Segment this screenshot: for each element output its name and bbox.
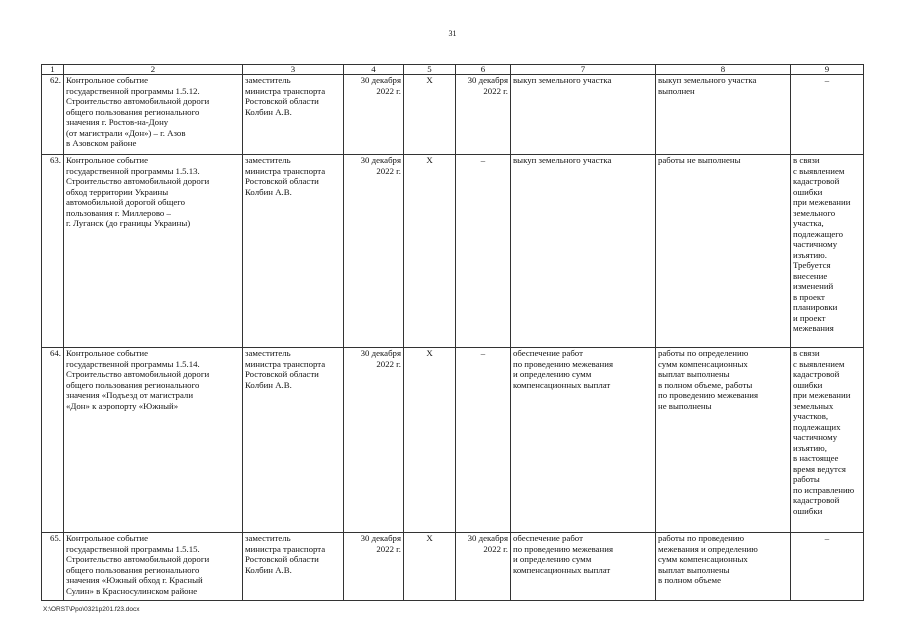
- row-number: 63.: [42, 155, 64, 348]
- col5-mark: X: [404, 533, 456, 601]
- plan-date: 30 декабря 2022 г.: [344, 155, 404, 348]
- fact-date: –: [456, 155, 511, 348]
- planned-result: выкуп земельного участка: [511, 155, 656, 348]
- event-description: Контрольное событие государственной программы 1.5.12. Строительство автомобильной дороги общего пользования регионального значения г. Ростов-на-Дону (от магистрали «Дон») – г. Азов в Азовском районе: [64, 75, 243, 155]
- plan-date: 30 декабря 2022 г.: [344, 348, 404, 533]
- reason-note: в связи с выявлением кадастровой ошибки при межевании земельных участков, подлежащих частичному изъятию, в настоящее время ведутся работы по исправлению кадастровой ошибки: [791, 348, 864, 533]
- header-cell: 9: [791, 65, 864, 75]
- responsible-person: заместитель министра транспорта Ростовской области Колбин А.В.: [243, 155, 344, 348]
- header-cell: 5: [404, 65, 456, 75]
- row-number: 62.: [42, 75, 64, 155]
- fact-date: –: [456, 348, 511, 533]
- fact-date: 30 декабря 2022 г.: [456, 533, 511, 601]
- plan-date: 30 декабря 2022 г.: [344, 533, 404, 601]
- actual-result: работы не выполнены: [656, 155, 791, 348]
- fact-date: 30 декабря 2022 г.: [456, 75, 511, 155]
- reason-note: в связи с выявлением кадастровой ошибки при межевании земельного участка, подлежащего частичному изъятию. Требуется внесение изменений в проект планировки и проект межевания: [791, 155, 864, 348]
- reason-note: –: [791, 533, 864, 601]
- planned-result: обеспечение работ по проведению межевания и определению сумм компенсационных выплат: [511, 348, 656, 533]
- actual-result: выкуп земельного участка выполнен: [656, 75, 791, 155]
- planned-result: выкуп земельного участка: [511, 75, 656, 155]
- reason-note: –: [791, 75, 864, 155]
- header-cell: 4: [344, 65, 404, 75]
- header-cell: 3: [243, 65, 344, 75]
- table-row: [42, 75, 864, 155]
- plan-date: 30 декабря 2022 г.: [344, 75, 404, 155]
- col5-mark: X: [404, 155, 456, 348]
- header-cell: 6: [456, 65, 511, 75]
- file-path-footer: X:\ORST\Ppo\0321p201.f23.docx: [43, 606, 140, 613]
- header-cell: 2: [64, 65, 243, 75]
- actual-result: работы по определению сумм компенсационных выплат выполнены в полном объеме, работы по проведению межевания не выполнены: [656, 348, 791, 533]
- table-row: [42, 155, 864, 348]
- event-description: Контрольное событие государственной программы 1.5.15. Строительство автомобильной дороги общего пользования регионального значения «Южный обход г. Красный Сулин» в Красносулинском районе: [64, 533, 243, 601]
- col5-mark: X: [404, 348, 456, 533]
- event-description: Контрольное событие государственной программы 1.5.14. Строительство автомобильной дороги общего пользования регионального значения «Подъезд от магистрали «Дон» к аэропорту «Южный»: [64, 348, 243, 533]
- responsible-person: заместитель министра транспорта Ростовской области Колбин А.В.: [243, 75, 344, 155]
- header-cell: 1: [42, 65, 64, 75]
- table-row: [42, 533, 864, 601]
- row-number: 65.: [42, 533, 64, 601]
- header-cell: 8: [656, 65, 791, 75]
- row-number: 64.: [42, 348, 64, 533]
- planned-result: обеспечение работ по проведению межевания и определению сумм компенсационных выплат: [511, 533, 656, 601]
- page-number: 31: [448, 29, 457, 38]
- event-description: Контрольное событие государственной программы 1.5.13. Строительство автомобильной дороги обход территории Украины автомобильной дорогой общего пользования г. Миллерово – г. Луганск (до границы Украины): [64, 155, 243, 348]
- responsible-person: заместитель министра транспорта Ростовской области Колбин А.В.: [243, 533, 344, 601]
- actual-result: работы по проведению межевания и определению сумм компенсационных выплат выполнены в полном объеме: [656, 533, 791, 601]
- report-table: [41, 64, 864, 601]
- header-cell: 7: [511, 65, 656, 75]
- table-row: [42, 348, 864, 533]
- col5-mark: X: [404, 75, 456, 155]
- responsible-person: заместитель министра транспорта Ростовской области Колбин А.В.: [243, 348, 344, 533]
- header-row: [42, 65, 864, 75]
